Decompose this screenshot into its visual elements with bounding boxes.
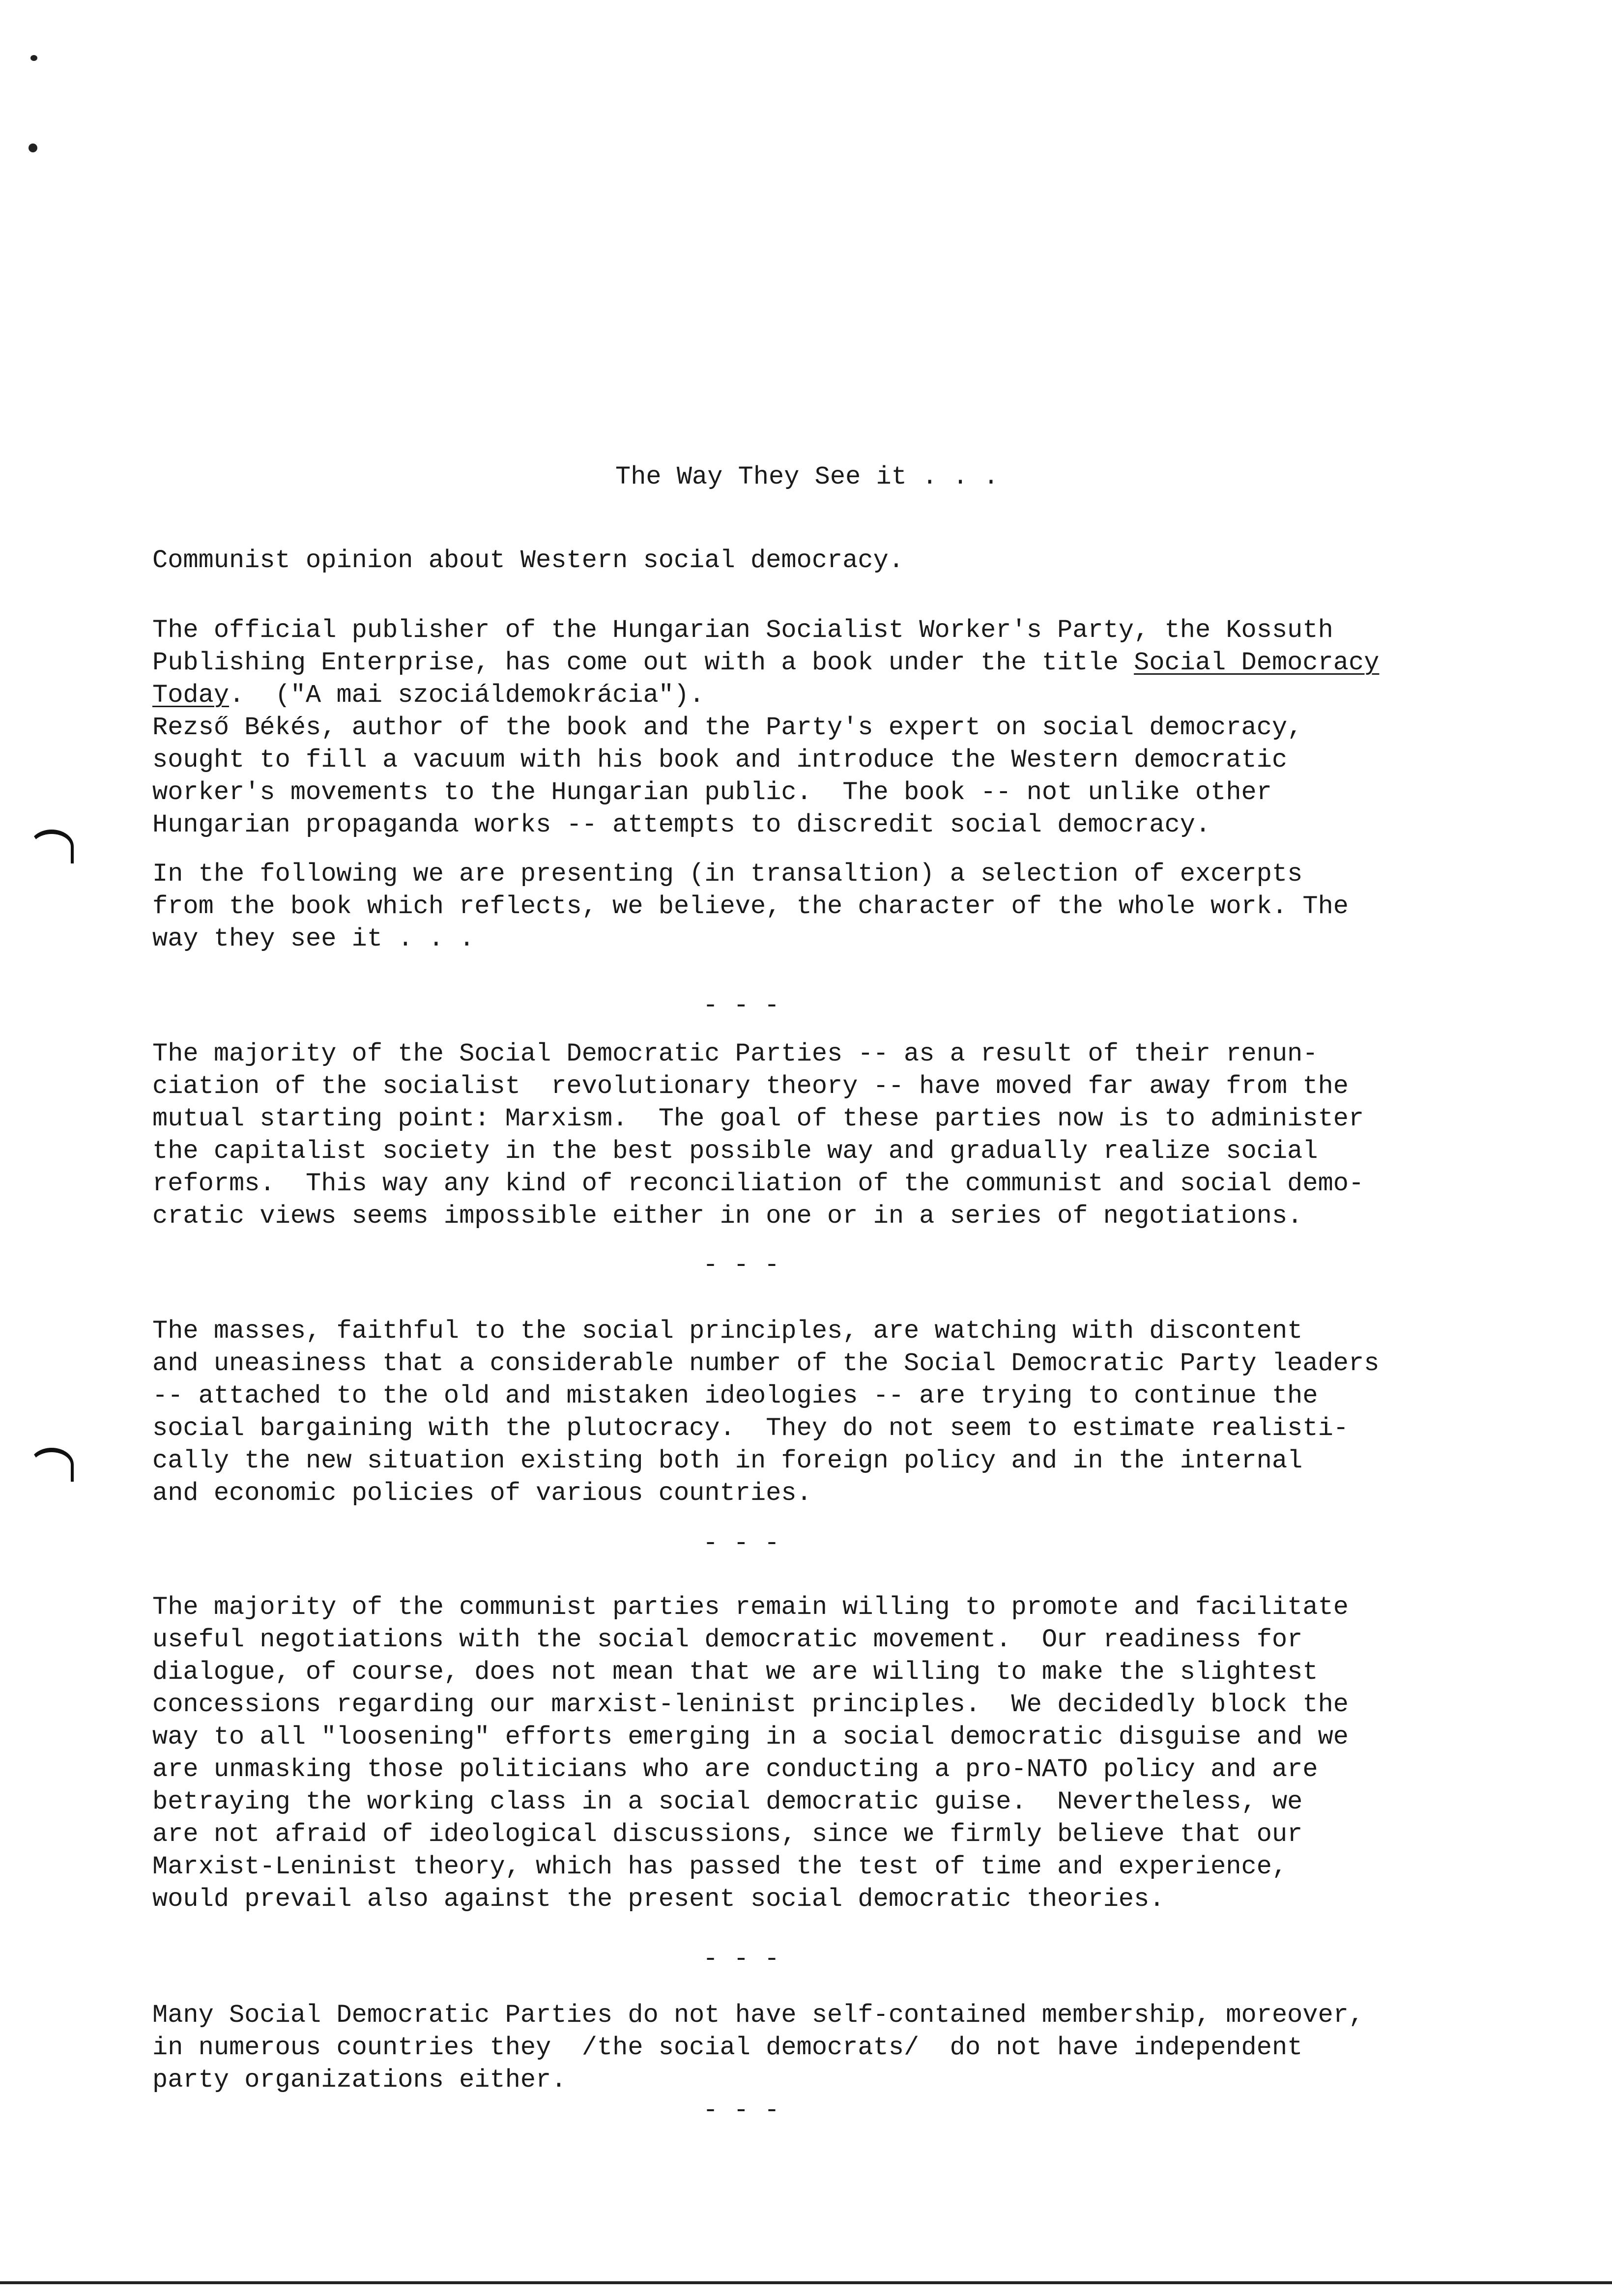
paragraph-line: dialogue, of course, does not mean that we are willing to make the slightest — [152, 1658, 1318, 1687]
paragraph-line: and economic policies of various countries. — [152, 1479, 812, 1508]
paragraph-line: Rezső Békés, author of the book and the Party's expert on social democracy, — [152, 713, 1303, 742]
bottom-edge-rule — [0, 2281, 1612, 2284]
paragraph-line: the capitalist society in the best possible way and gradually realize social — [152, 1137, 1318, 1166]
excerpt-paragraph — [152, 1315, 1587, 1510]
book-title-text: Today — [152, 681, 230, 710]
subtitle-line: Communist opinion about Western social democracy. — [152, 546, 904, 575]
paragraph-line: The official publisher of the Hungarian Socialist Worker's Party, the Kossuth — [152, 616, 1333, 645]
section-separator: - - - — [703, 991, 780, 1020]
section-separator: - - - — [703, 1251, 780, 1280]
intro-paragraph — [152, 614, 1587, 841]
paragraph-line: sought to fill a vacuum with his book and introduce the Western democratic — [152, 746, 1288, 775]
paragraph-line: concessions regarding our marxist-leninist principles. We decidedly block the — [152, 1690, 1349, 1719]
paragraph-line: party organizations either. — [152, 2066, 567, 2095]
paragraph-line: cratic views seems impossible either in one or in a series of negotiations. — [152, 1202, 1303, 1231]
paragraph-line: from the book which reflects, we believe, the character of the whole work. The — [152, 892, 1349, 921]
punch-hole-mark — [29, 830, 74, 863]
paragraph-line: would prevail also against the present social democratic theories. — [152, 1885, 1165, 1914]
excerpt-paragraph — [152, 1591, 1587, 1916]
presenting-paragraph — [152, 858, 1587, 955]
paragraph-line: betraying the working class in a social democratic guise. Nevertheless, we — [152, 1787, 1303, 1816]
section-separator: - - - — [703, 1945, 780, 1974]
paragraph-line: Hungarian propaganda works -- attempts to discredit social democracy. — [152, 810, 1211, 839]
paragraph-line: mutual starting point: Marxism. The goal of these parties now is to administer — [152, 1104, 1364, 1133]
paragraph-text: . ("A mai szociáldemokrácia"). — [229, 681, 705, 710]
paragraph-line: The majority of the Social Democratic Parties -- as a result of their renun- — [152, 1039, 1318, 1068]
paragraph-line: are not afraid of ideological discussions, since we firmly believe that our — [152, 1820, 1303, 1849]
paragraph-line: in numerous countries they /the social democrats/ do not have independent — [152, 2033, 1303, 2062]
punch-hole-mark — [29, 1448, 74, 1482]
section-separator: - - - — [703, 2096, 780, 2125]
paragraph-line — [152, 647, 1587, 679]
document-title: The Way They See it . . . — [615, 462, 999, 491]
book-title-text: Social Democracy — [1134, 648, 1380, 677]
paragraph-line: way they see it . . . — [152, 924, 475, 953]
paragraph-line: Marxist-Leninist theory, which has passed the test of time and experience, — [152, 1852, 1288, 1881]
paragraph-text: Publishing Enterprise, has come out with a book under the title — [152, 648, 1134, 677]
paragraph-line: ciation of the socialist revolutionary theory -- have moved far away from the — [152, 1072, 1349, 1101]
paragraph-line: useful negotiations with the social democratic movement. Our readiness for — [152, 1625, 1303, 1654]
margin-dot-mark — [30, 55, 37, 61]
paragraph-line: social bargaining with the plutocracy. They do not seem to estimate realisti- — [152, 1414, 1349, 1443]
paragraph-line: The majority of the communist parties remain willing to promote and facilitate — [152, 1593, 1349, 1622]
excerpt-paragraph — [152, 1999, 1587, 2096]
paragraph-line: cally the new situation existing both in foreign policy and in the internal — [152, 1446, 1303, 1475]
paragraph-line: Many Social Democratic Parties do not have self-contained membership, moreover, — [152, 2001, 1364, 2030]
paragraph-line: In the following we are presenting (in transaltion) a selection of excerpts — [152, 860, 1303, 889]
excerpt-paragraph — [152, 1038, 1587, 1233]
paragraph-line: The masses, faithful to the social principles, are watching with discontent — [152, 1317, 1303, 1346]
paragraph-line: and uneasiness that a considerable number of the Social Democratic Party leaders — [152, 1349, 1380, 1378]
paragraph-line — [152, 679, 1587, 712]
paragraph-line: -- attached to the old and mistaken ideologies -- are trying to continue the — [152, 1381, 1318, 1410]
paragraph-line: way to all "loosening" efforts emerging in a social democratic disguise and we — [152, 1722, 1349, 1751]
margin-dot-mark — [29, 144, 37, 152]
section-separator: - - - — [703, 1529, 780, 1558]
document-subtitle — [152, 545, 1587, 577]
paragraph-line: worker's movements to the Hungarian public. The book -- not unlike other — [152, 778, 1272, 807]
paragraph-line: reforms. This way any kind of reconciliation of the communist and social demo- — [152, 1169, 1364, 1198]
paragraph-line: are unmasking those politicians who are conducting a pro-NATO policy and are — [152, 1755, 1318, 1784]
